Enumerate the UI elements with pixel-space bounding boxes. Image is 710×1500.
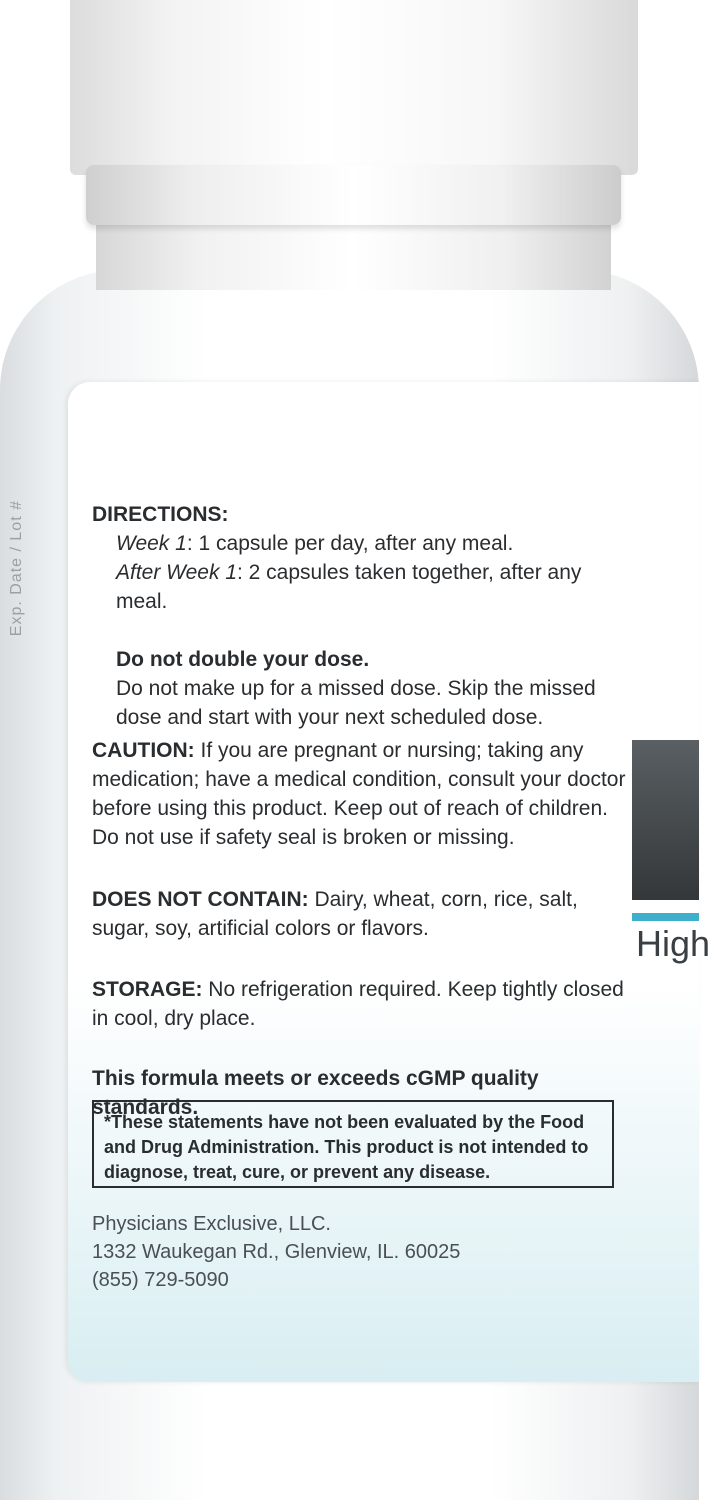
week1-label: Week 1 — [116, 532, 187, 555]
does-not-contain-section — [92, 885, 632, 943]
does-not-contain-label: DOES NOT CONTAIN: — [92, 888, 309, 911]
does-not-contain-text: Dairy, wheat, corn, rice, salt, sugar, soy, artificial colors or flavors. — [92, 888, 578, 940]
company-address: 1332 Waukegan Rd., Glenview, IL. 60025 — [92, 1241, 461, 1263]
double-dose-warning: Do not double your dose. — [116, 648, 370, 671]
week1-text: : 1 capsule per day, after any meal. — [186, 532, 514, 555]
caution-label: CAUTION: — [92, 739, 195, 762]
bottle-cap — [70, 0, 638, 175]
company-info — [92, 1210, 460, 1294]
storage-text: No refrigeration required. Keep tightly closed in cool, dry place. — [92, 978, 624, 1030]
after-week1-label: After Week 1 — [116, 561, 237, 584]
bottle-neck — [96, 220, 611, 290]
week1-line — [92, 529, 632, 558]
front-label-accent-stripe — [632, 913, 699, 921]
front-label-text: High — [636, 923, 710, 964]
storage-section — [92, 975, 632, 1033]
after-week1-line — [92, 558, 632, 616]
after-week1-text: : 2 capsules taken together, after any meal. — [116, 561, 582, 613]
company-name: Physicians Exclusive, LLC. — [92, 1213, 331, 1235]
cgmp-statement: This formula meets or exceeds cGMP quality standards. — [92, 1067, 539, 1119]
directions-section — [92, 500, 632, 732]
caution-text: If you are pregnant or nursing; taking any medication; have a medical condition, consult your doctor before using this product. Keep out of reach of children. Do not use if safety seal is broken or missing. — [92, 739, 626, 849]
caution-section — [92, 736, 632, 852]
cap-ridge — [86, 165, 621, 225]
directions-heading: DIRECTIONS: — [92, 503, 229, 526]
exp-lot-text: Exp. Date / Lot # — [8, 500, 25, 637]
storage-label: STORAGE: — [92, 978, 203, 1001]
front-label-logo-block — [632, 740, 699, 900]
company-phone: (855) 729-5090 — [92, 1269, 229, 1291]
missed-dose-text: Do not make up for a missed dose. Skip the missed dose and start with your next scheduled dose. — [116, 677, 596, 729]
fda-disclaimer: *These statements have not been evaluated by the Food and Drug Administration. This product is not intended to diagnose, treat, cure, or prevent any disease. — [92, 1100, 614, 1188]
